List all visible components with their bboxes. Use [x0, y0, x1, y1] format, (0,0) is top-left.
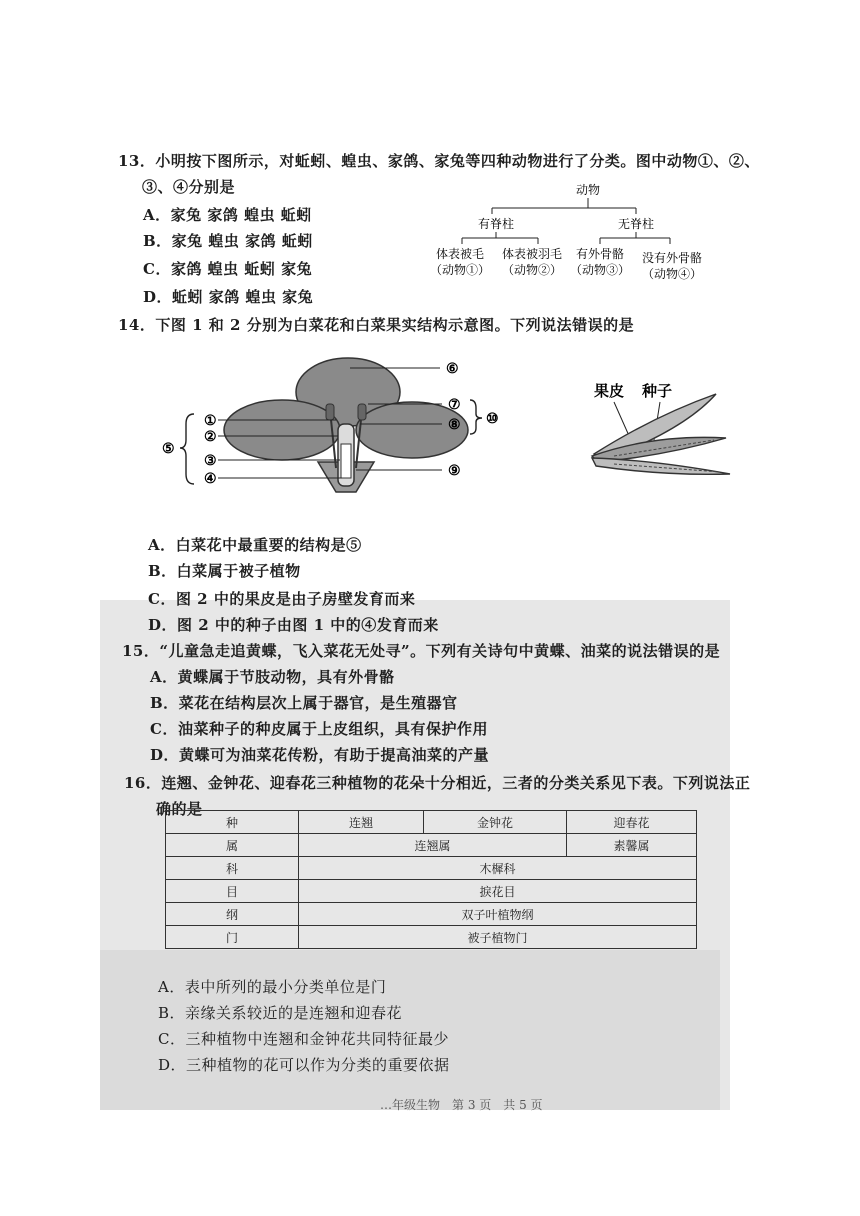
tree-leaf2-sub: （动物②） [501, 263, 563, 277]
q13-option-a: A．家兔 家鸽 蝗虫 蚯蚓 [143, 206, 312, 224]
cabbage-fruit-diagram [584, 376, 744, 486]
tree-invertebrate: 无脊柱 [617, 217, 655, 231]
phylum-cell: 被子植物门 [299, 926, 697, 949]
table-row [166, 903, 697, 926]
tree-leaf4: 没有外骨骼 [641, 251, 703, 265]
rank-cell: 门 [166, 926, 299, 949]
genus-cell: 连翘属 [299, 834, 567, 857]
q13-option-b: B．家兔 蝗虫 家鸽 蚯蚓 [143, 232, 313, 250]
q13-option-c: C．家鸽 蝗虫 蚯蚓 家兔 [143, 260, 313, 278]
family-cell: 木樨科 [299, 857, 697, 880]
species-cell: 迎春花 [567, 811, 697, 834]
label-7: ⑦ [448, 397, 461, 413]
table-row [166, 880, 697, 903]
q14-option-c: C．图 2 中的果皮是由子房壁发育而来 [148, 590, 416, 608]
q15-option-d: D．黄蝶可为油菜花传粉，有助于提高油菜的产量 [150, 746, 490, 764]
order-cell: 捩花目 [299, 880, 697, 903]
label-8: ⑧ [448, 417, 461, 433]
label-9: ⑨ [448, 463, 461, 479]
q16-stem-line2: 确的是 [156, 800, 203, 818]
cabbage-flower-diagram [150, 352, 530, 502]
label-5: ⑤ [162, 441, 175, 457]
q15-option-a: A．黄蝶属于节肢动物，具有外骨骼 [150, 668, 395, 686]
rank-cell: 属 [166, 834, 299, 857]
classification-table [165, 810, 697, 949]
label-3: ③ [204, 453, 217, 469]
genus-cell: 素馨属 [567, 834, 697, 857]
species-cell: 金钟花 [424, 811, 567, 834]
q16-option-b: B．亲缘关系较近的是连翘和迎春花 [158, 1004, 403, 1022]
label-pericarp: 果皮 [594, 382, 625, 400]
q14-option-d: D．图 2 中的种子由图 1 中的④发育而来 [148, 616, 439, 634]
label-2: ② [204, 429, 217, 445]
q13-classification-tree [420, 178, 720, 290]
tree-leaf4-sub: （动物④） [641, 267, 703, 281]
rank-cell: 纲 [166, 903, 299, 926]
q16-option-d: D．三种植物的花可以作为分类的重要依据 [158, 1056, 450, 1074]
q15-stem: 15．“儿童急走追黄蝶，飞入菜花无处寻”。下列有关诗句中黄蝶、油菜的说法错误的是 [122, 642, 721, 660]
class-cell: 双子叶植物纲 [299, 903, 697, 926]
rank-cell: 种 [166, 811, 299, 834]
tree-leaf3: 有外骨骼 [575, 247, 625, 261]
label-6: ⑥ [446, 361, 459, 377]
q16-stem-line1: 16．连翘、金钟花、迎春花三种植物的花朵十分相近，三者的分类关系见下表。下列说法正 [124, 774, 751, 792]
tree-leaf1: 体表被毛 [435, 247, 485, 261]
species-cell: 连翘 [299, 811, 424, 834]
table-row [166, 857, 697, 880]
rank-cell: 科 [166, 857, 299, 880]
table-row [166, 926, 697, 949]
label-4: ④ [204, 471, 217, 487]
q14-stem: 14．下图 1 和 2 分别为白菜花和白菜果实结构示意图。下列说法错误的是 [118, 316, 635, 334]
q15-option-c: C．油菜种子的种皮属于上皮组织，具有保护作用 [150, 720, 488, 738]
q13-stem-line2: ③、④分别是 [142, 178, 236, 196]
label-seed: 种子 [642, 382, 673, 400]
tree-root: 动物 [575, 183, 601, 197]
tree-vertebrate: 有脊柱 [477, 217, 515, 231]
tree-leaf3-sub: （动物③） [569, 263, 631, 277]
q13-stem-line1: 13．小明按下图所示，对蚯蚓、蝗虫、家鸽、家兔等四种动物进行了分类。图中动物①、②、 [118, 152, 760, 170]
table-row [166, 811, 697, 834]
q15-option-b: B．菜花在结构层次上属于器官，是生殖器官 [150, 694, 458, 712]
label-10: ⑩ [486, 411, 499, 427]
q14-option-b: B．白菜属于被子植物 [148, 562, 301, 580]
table-row [166, 834, 697, 857]
rank-cell: 目 [166, 880, 299, 903]
tree-leaf1-sub: （动物①） [429, 263, 491, 277]
q16-option-a: A．表中所列的最小分类单位是门 [158, 978, 387, 996]
label-1: ① [204, 413, 217, 429]
tree-leaf2: 体表被羽毛 [501, 247, 563, 261]
q13-option-d: D．蚯蚓 家鸽 蝗虫 家兔 [143, 288, 314, 306]
q16-option-c: C．三种植物中连翘和金钟花共同特征最少 [158, 1030, 449, 1048]
page-footer: …年级生物 第 3 页 共 5 页 [380, 1098, 543, 1112]
q14-option-a: A．白菜花中最重要的结构是⑤ [148, 536, 362, 554]
